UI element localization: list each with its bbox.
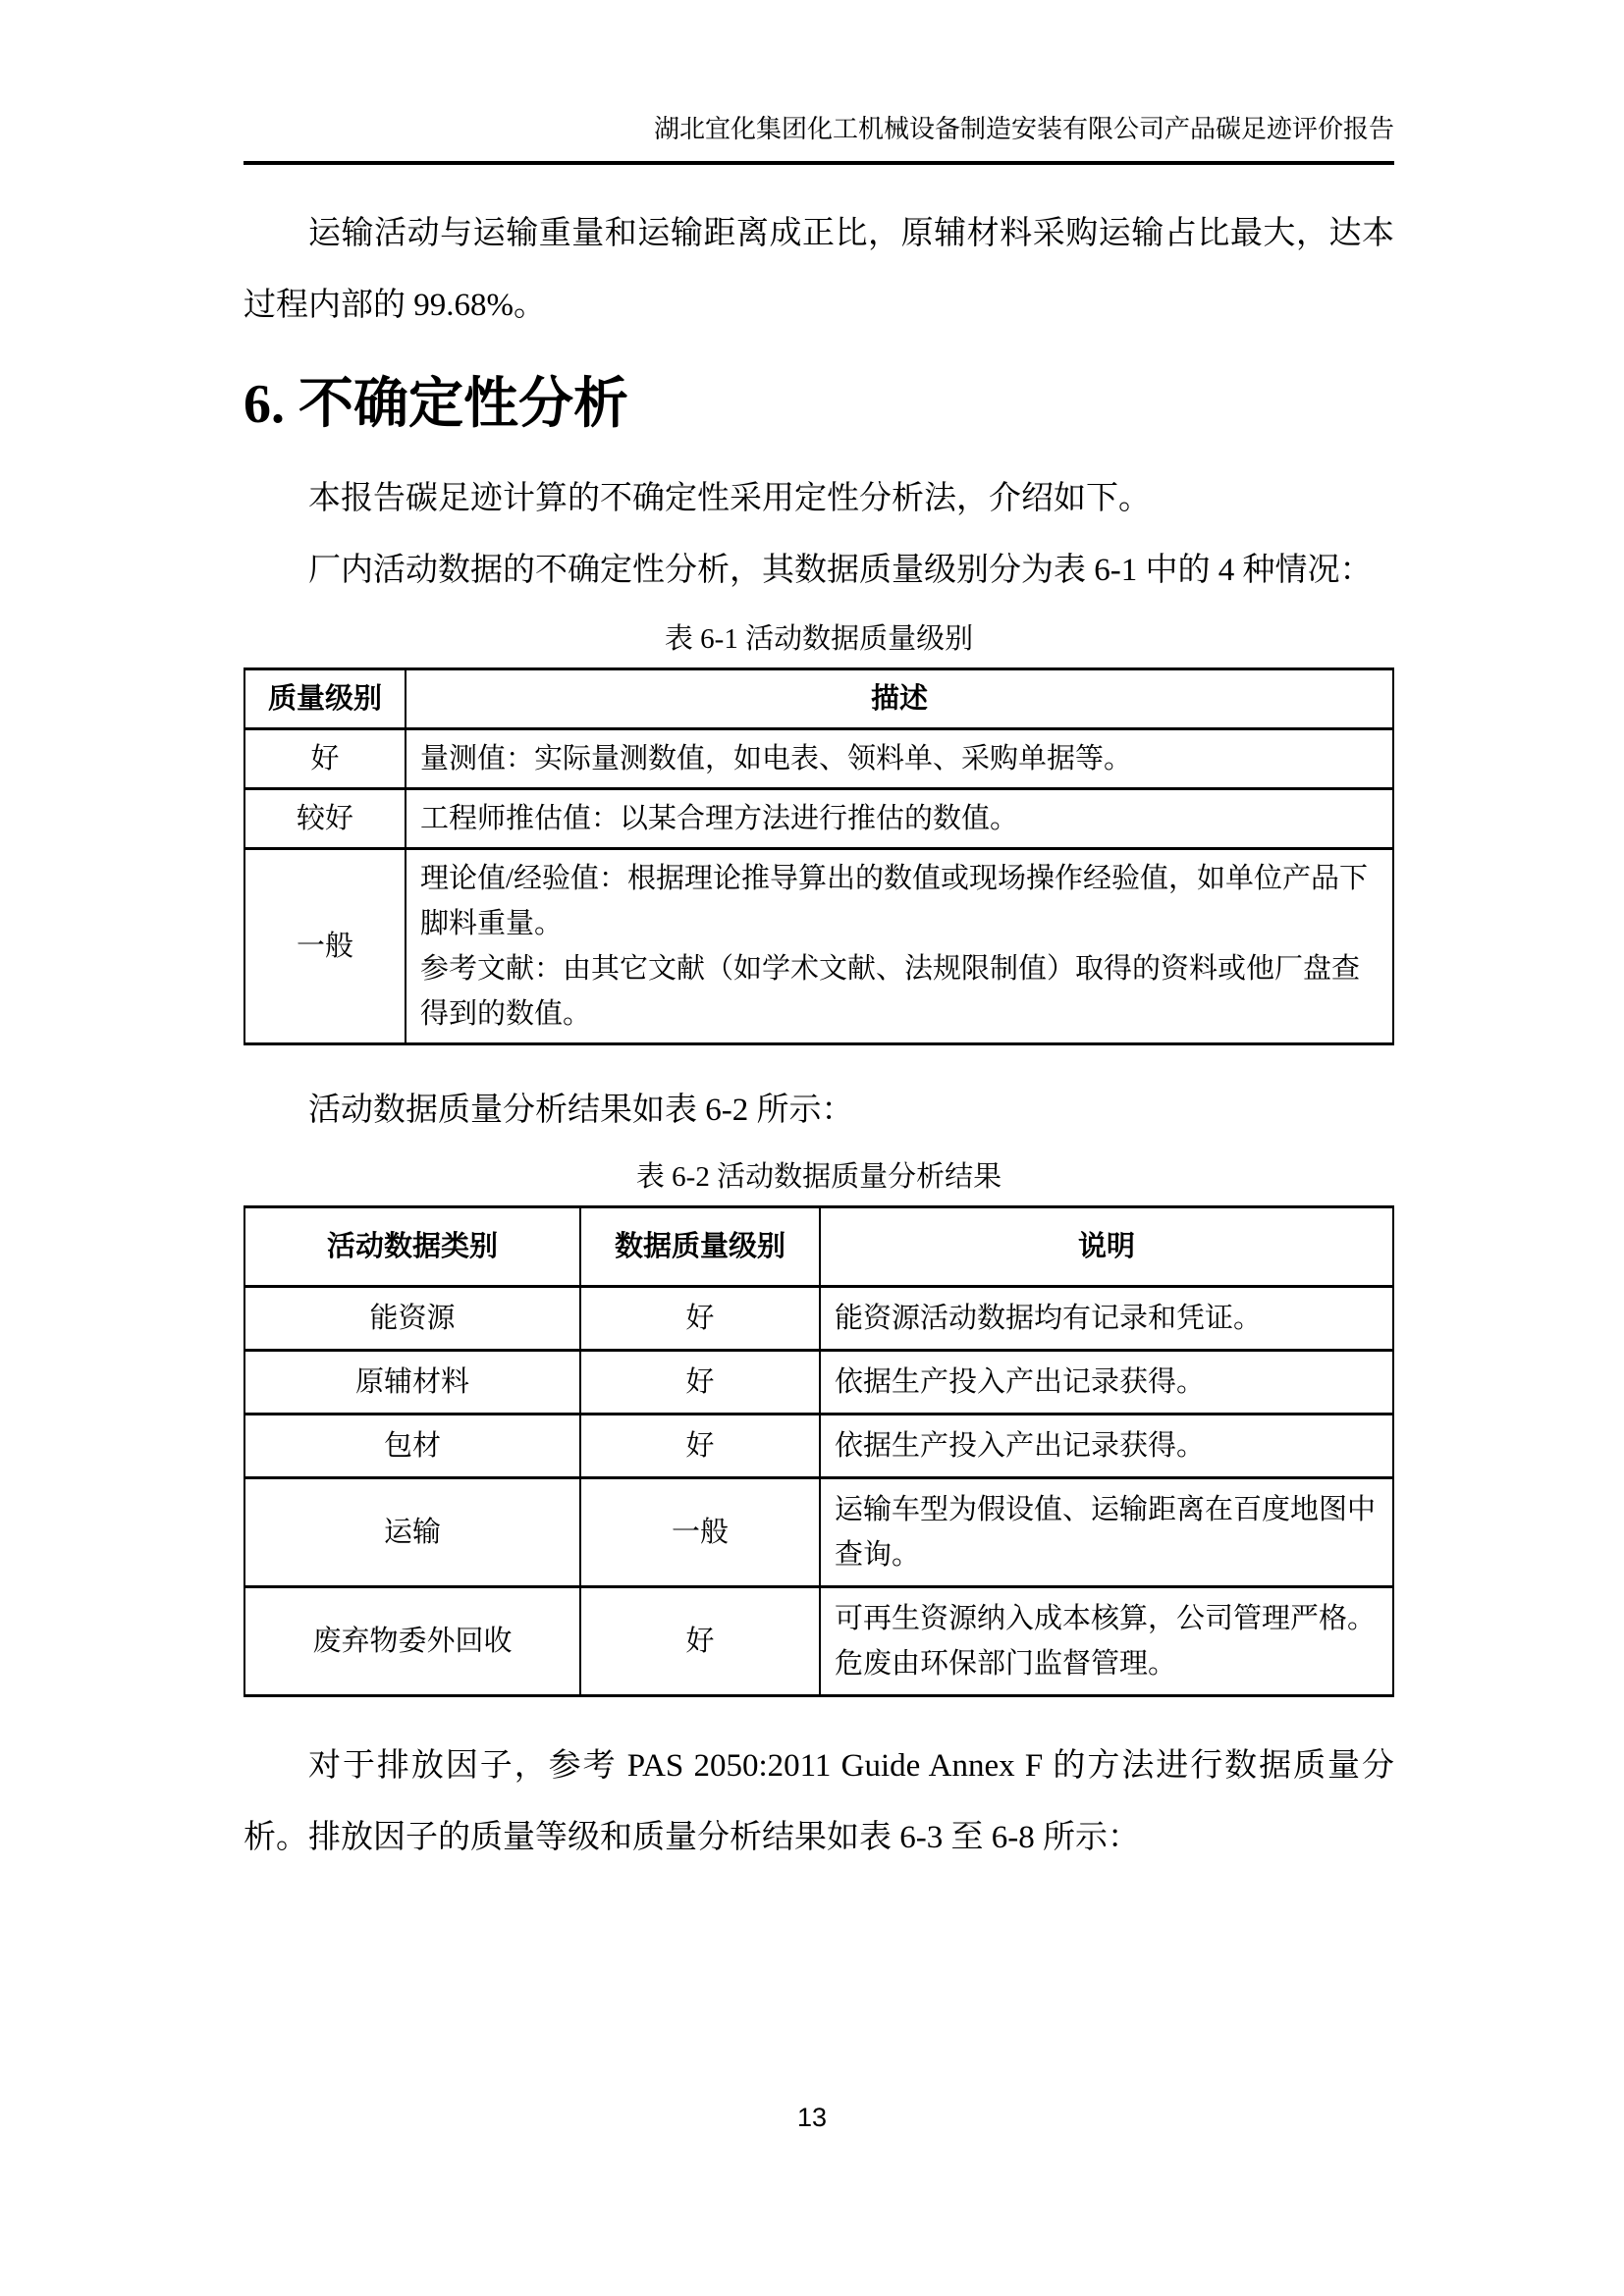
table-row: [244, 1351, 1393, 1415]
section-paragraphs: [244, 463, 1394, 607]
quality-level-cell: 好: [244, 729, 406, 789]
explanation-cell: 运输车型为假设值、运输距离在百度地图中查询。: [820, 1478, 1393, 1587]
explanation-cell: 依据生产投入产出记录获得。: [820, 1415, 1393, 1478]
activity-category-cell: 原辅材料: [244, 1351, 580, 1415]
column-header-data-quality-level: 数据质量级别: [580, 1207, 820, 1287]
table-6-2-caption: 表 6-2 活动数据质量分析结果: [635, 1161, 1002, 1193]
table-header-row: [244, 669, 1393, 729]
table-6-1-caption: 表 6-1 活动数据质量级别: [664, 623, 974, 655]
table-row: [244, 1587, 1393, 1696]
description-cell: 量测值：实际量测数值，如电表、领料单、采购单据等。: [406, 729, 1393, 789]
after-table1-paragraph: 活动数据质量分析结果如表 6-2 所示：: [308, 1093, 854, 1128]
section-paragraph-2: 厂内活动数据的不确定性分析，其数据质量级别分为表 6-1 中的 4 种情况：: [308, 553, 1373, 588]
quality-level-cell: 较好: [244, 789, 406, 849]
section-heading: 6. 不确定性分析: [244, 374, 628, 435]
activity-category-cell: 能资源: [244, 1287, 580, 1351]
intro-paragraph: 运输活动与运输重量和运输距离成正比，原辅材料采购运输占比最大，达本过程内部的 99.68%。: [244, 216, 1394, 323]
explanation-cell: 依据生产投入产出记录获得。: [820, 1351, 1393, 1415]
activity-category-cell: 运输: [244, 1478, 580, 1587]
quality-level-cell: 好: [580, 1587, 820, 1696]
table-6-2: [244, 1205, 1394, 1697]
quality-level-cell: 一般: [244, 849, 406, 1044]
table-row: [244, 1415, 1393, 1478]
explanation-cell: 可再生资源纳入成本核算，公司管理严格。危废由环保部门监督管理。: [820, 1587, 1393, 1696]
table-row: [244, 1287, 1393, 1351]
quality-level-cell: 好: [580, 1351, 820, 1415]
table-row: [244, 849, 1393, 1044]
quality-level-cell: 好: [580, 1287, 820, 1351]
column-header-description: 描述: [406, 669, 1393, 729]
column-header-quality-level: 质量级别: [244, 669, 406, 729]
table-row: [244, 789, 1393, 849]
quality-level-cell: 好: [580, 1415, 820, 1478]
description-line: 理论值/经验值：根据理论推导算出的数值或现场操作经验值，如单位产品下脚料重量。: [420, 863, 1369, 939]
column-header-activity-category: 活动数据类别: [244, 1207, 580, 1287]
table-header-row: [244, 1207, 1393, 1287]
explanation-cell: 能资源活动数据均有记录和凭证。: [820, 1287, 1393, 1351]
description-cell: 工程师推估值：以某合理方法进行推估的数值。: [406, 789, 1393, 849]
page-header: [244, 0, 1394, 165]
section-paragraph-1: 本报告碳足迹计算的不确定性采用定性分析法，介绍如下。: [308, 481, 1151, 516]
description-cell: [406, 849, 1393, 1044]
quality-level-cell: 一般: [580, 1478, 820, 1587]
activity-category-cell: 包材: [244, 1415, 580, 1478]
closing-paragraph: 对于排放因子，参考 PAS 2050:2011 Guide Annex F 的方法进行数据质量分析。排放因子的质量等级和质量分析结果如表 6-3 至 6-8 所示：: [244, 1748, 1394, 1855]
table-6-1: [244, 667, 1394, 1045]
table-row: [244, 729, 1393, 789]
table-row: [244, 1478, 1393, 1587]
column-header-explanation: 说明: [820, 1207, 1393, 1287]
header-title: 湖北宜化集团化工机械设备制造安装有限公司产品碳足迹评价报告: [653, 115, 1394, 143]
description-line: 参考文献：由其它文献（如学术文献、法规限制值）取得的资料或他厂盘查得到的数值。: [420, 953, 1361, 1030]
activity-category-cell: 废弃物委外回收: [244, 1587, 580, 1696]
page-number: 13: [796, 2103, 828, 2132]
